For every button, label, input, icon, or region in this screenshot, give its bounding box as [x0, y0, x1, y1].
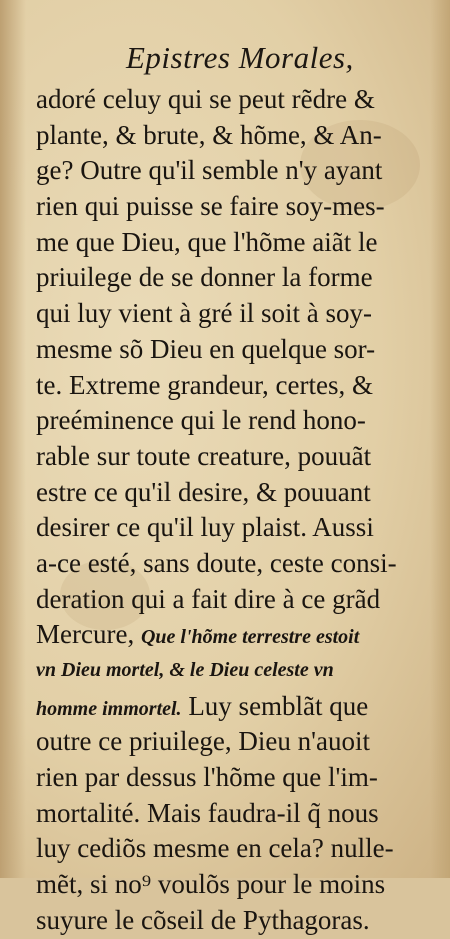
- text-line: deration qui a fait dire à ce grãd: [36, 583, 381, 614]
- text-line: ge? Outre qu'il semble n'y ayant: [36, 155, 383, 186]
- text-line: plante, & brute, & hõme, & An-: [36, 119, 382, 150]
- text-line: mortalité. Mais faudra-il q̃ nous: [36, 797, 379, 828]
- text-line: te. Extreme grandeur, certes, &: [36, 369, 374, 400]
- text-line-with-quote: [36, 617, 426, 653]
- text-line: priuilege de se donner la forme: [36, 262, 373, 293]
- roman-text: Luy semblãt que: [181, 690, 369, 721]
- page-edge-shadow-right: [430, 0, 450, 878]
- text-line: me que Dieu, que l'hõme aiãt le: [36, 226, 378, 257]
- text-line: adoré celuy qui se peut rẽdre &: [36, 84, 375, 114]
- italic-quote: Que l'hõme terrestre estoit: [140, 626, 360, 649]
- italic-quote: homme immortel.: [36, 697, 182, 720]
- text-line-with-quote: [36, 689, 426, 725]
- text-line: mesme sõ Dieu en quelque sor-: [36, 333, 376, 364]
- body-text: [36, 82, 426, 939]
- text-line: preéminence qui le rend hono-: [36, 405, 366, 436]
- text-line: luy cediõs mesme en cela? nulle-: [36, 833, 394, 864]
- running-title: Epistres Morales,: [126, 40, 354, 75]
- page-edge-shadow-left: [0, 0, 26, 878]
- text-line: rien qui puisse se faire soy-mes-: [36, 191, 385, 222]
- roman-text: Mercure,: [36, 619, 141, 650]
- italic-quote-line: vn Dieu mortel, & le Dieu celeste vn: [36, 659, 334, 681]
- text-line: suyure le cõseil de Pythagoras.: [36, 904, 370, 935]
- text-line: outre ce priuilege, Dieu n'auoit: [36, 726, 370, 757]
- text-line: estre ce qu'il desire, & pouuant: [36, 476, 371, 507]
- text-line: rable sur toute creature, pouuãt: [36, 440, 372, 471]
- text-line: desirer ce qu'il luy plaist. Aussi: [36, 512, 374, 543]
- text-line: mẽt, si no⁹ voulõs pour le moins: [36, 869, 386, 900]
- text-line: qui luy vient à gré il soit à soy-: [36, 298, 372, 329]
- text-line: a-ce esté, sans doute, ceste consi-: [36, 547, 397, 578]
- text-line: rien par dessus l'hõme que l'im-: [36, 762, 378, 793]
